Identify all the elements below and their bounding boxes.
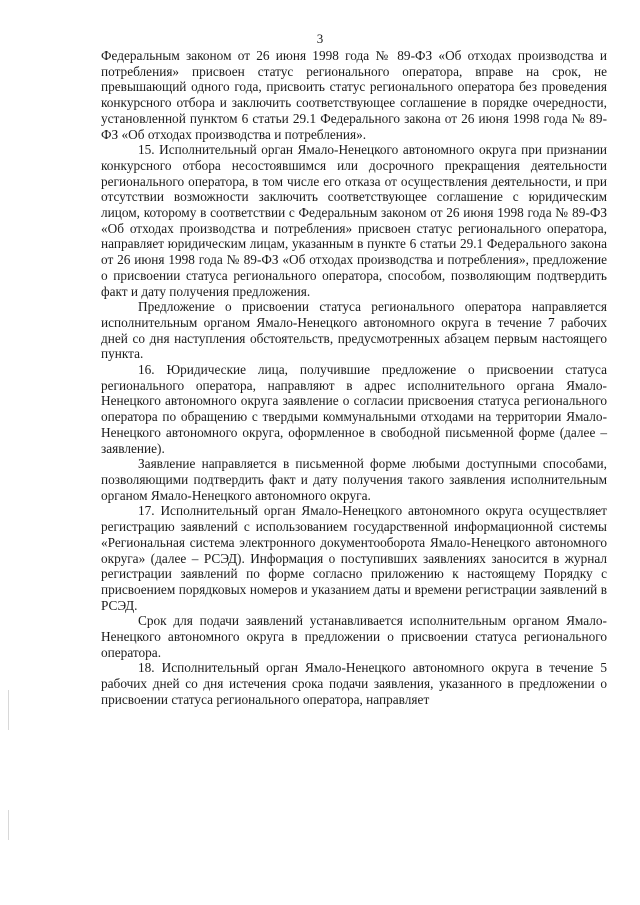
scan-edge-mark: [8, 810, 9, 840]
paragraph-17-deadline: Срок для подачи заявлений устанавливается исполнительным органом Ямало-Ненецкого автономного округа в предложении о присвоении статуса регионального оператора.: [101, 613, 607, 660]
paragraph-17: 17. Исполнительный орган Ямало-Ненецкого автономного округа осуществляет регистрацию заявлений с использованием государственной информационной системы «Региональная система электронного документооборота Ямало-Ненецкого автономного округа» (далее – РСЭД). Информация о поступивших заявлениях заносится в журнал регистрации заявлений по форме согласно приложению к настоящему Порядку с присвоением порядковых номеров и указанием даты и времени регистрации заявлений в РСЭД.: [101, 503, 607, 613]
paragraph-15: 15. Исполнительный орган Ямало-Ненецкого автономного округа при признании конкурсного отбора несостоявшимся или досрочного прекращения деятельности регионального оператора, в том числе его отказа от осуществления деятельности, и при отсутствии возможности заключить соответствующее соглашение с юридическим лицом, которому в соответствии с Федеральным законом от 26 июня 1998 года № 89-ФЗ «Об отходах производства и потребления» присвоен статус регионального оператора, направляет юридическим лицам, указанным в пункте 6 статьи 29.1 Федерального закона от 26 июня 1998 года № 89-ФЗ «Об отходах производства и потребления», предложение о присвоении статуса регионального оператора, способом, позволяющим подтвердить факт и дату получения предложения.: [101, 142, 607, 299]
paragraph-16: 16. Юридические лица, получившие предложение о присвоении статуса регионального оператора, направляют в адрес исполнительного органа Ямало-Ненецкого автономного округа заявление о согласии присвоения статуса регионального оператора по обращению с твердыми коммунальными отходами на территории Ямало-Ненецкого автономного округа, оформленное в свободной письменной форме (далее – заявление).: [101, 362, 607, 456]
page-number: 3: [316, 31, 324, 46]
scan-edge-mark: [8, 690, 9, 730]
paragraph-15-deadline: Предложение о присвоении статуса регионального оператора направляется исполнительным органом Ямало-Ненецкого автономного округа в течение 7 рабочих дней со дня наступления обстоятельств, предусмотренных абзацем первым настоящего пункта.: [101, 299, 607, 362]
paragraph-18: 18. Исполнительный орган Ямало-Ненецкого автономного округа в течение 5 рабочих дней со дня истечения срока подачи заявления, указанного в предложении о присвоении статуса регионального оператора, направляет: [101, 660, 607, 707]
paragraph-continuation: Федеральным законом от 26 июня 1998 года № 89-ФЗ «Об отходах производства и потребления» присвоен статус регионального оператора, вправе на срок, не превышающий одного года, присвоить статус регионального оператора без проведения конкурсного отбора и заключить соответствующее соглашение в порядке очередности, установленной пунктом 6 статьи 29.1 Федерального закона от 26 июня 1998 года № 89-ФЗ «Об отходах производства и потребления».: [101, 48, 607, 142]
document-body: [101, 48, 607, 708]
paragraph-16-submission: Заявление направляется в письменной форме любыми доступными способами, позволяющими подтвердить факт и дату получения такого заявления исполнительным органом Ямало-Ненецкого автономного округа.: [101, 456, 607, 503]
